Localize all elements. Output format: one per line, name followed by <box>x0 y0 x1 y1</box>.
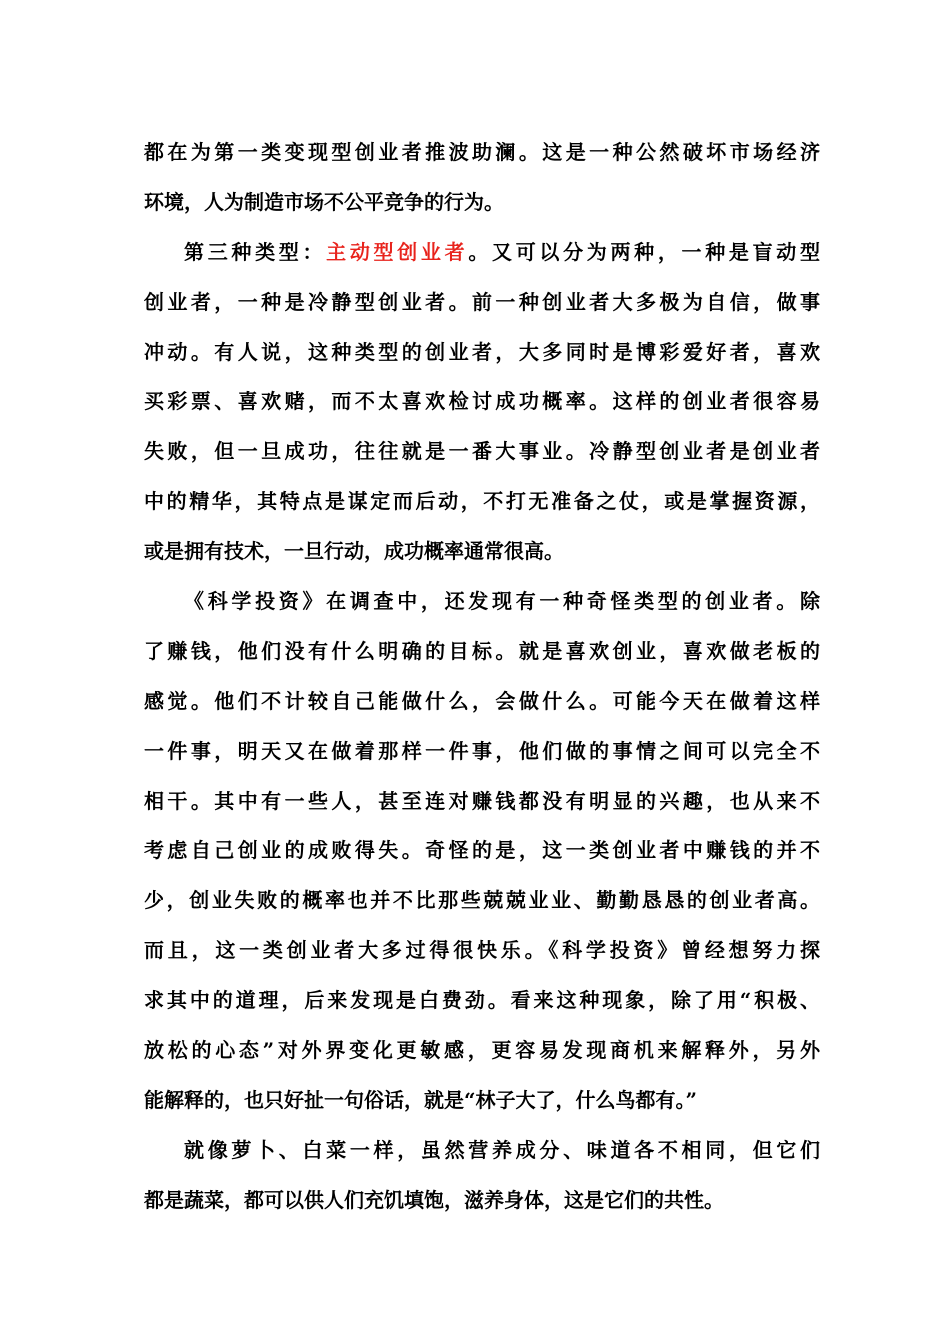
text-line <box>144 228 820 278</box>
text-line: 放松的心态”对外界变化更敏感，更容易发现商机来解释外，另外 <box>144 1038 820 1063</box>
text-line: 《科学投资》在调查中，还发现有一种奇怪类型的创业者。除 <box>184 589 820 614</box>
paragraph-2 <box>144 228 820 577</box>
text-line: 就像萝卜、白菜一样，虽然营养成分、味道各不相同，但它们 <box>184 1137 820 1162</box>
text-line: 或是拥有技术，一旦行动，成功概率通常很高。 <box>144 539 564 564</box>
text-line: 能解释的，也只好扯一句俗话，就是“林子大了，什么鸟都有。” <box>144 1087 698 1112</box>
document-page <box>144 128 820 1226</box>
text-line: 一件事，明天又在做着那样一件事，他们做的事情之间可以完全不 <box>144 738 820 763</box>
paragraph-4 <box>144 1126 820 1226</box>
text-line: 买彩票、喜欢赌，而不太喜欢检讨成功概率。这样的创业者很容易 <box>144 389 820 414</box>
text-line: 环境，人为制造市场不公平竞争的行为。 <box>144 189 504 214</box>
text-line: 都在为第一类变现型创业者推波助澜。这是一种公然破坏市场经济 <box>144 140 820 164</box>
text-line: 了赚钱，他们没有什么明确的目标。就是喜欢创业，喜欢做老板的 <box>144 638 820 663</box>
text-line: 都是蔬菜，都可以供人们充饥填饱，滋养身体，这是它们的共性。 <box>144 1187 724 1212</box>
text-line: 少，创业失败的概率也并不比那些兢兢业业、勤勤恳恳的创业者高。 <box>144 888 820 913</box>
text-line: 创业者，一种是冷静型创业者。前一种创业者大多极为自信，做事 <box>144 289 820 314</box>
text-line: 相干。其中有一些人，甚至连对赚钱都没有明显的兴趣，也从来不 <box>144 788 820 813</box>
paragraph-1 <box>144 128 820 228</box>
paragraph-3 <box>144 577 820 1126</box>
text-line: 而且，这一类创业者大多过得很快乐。《科学投资》曾经想努力探 <box>144 938 820 963</box>
text-line: 求其中的道理，后来发现是白费劲。看来这种现象，除了用“积极、 <box>144 988 820 1013</box>
text-line: 感觉。他们不计较自己能做什么，会做什么。可能今天在做着这样 <box>144 688 820 713</box>
text-line: 考虑自己创业的成败得失。奇怪的是，这一类创业者中赚钱的并不 <box>144 838 820 863</box>
text-line: 失败，但一旦成功，往往就是一番大事业。冷静型创业者是创业者 <box>144 439 820 464</box>
text-line: 中的精华，其特点是谋定而后动，不打无准备之仗，或是掌握资源， <box>144 489 820 514</box>
text-segment: 。又可以分为两种，一种是盲动型 <box>468 239 821 264</box>
text-segment: 第三种类型： <box>184 239 327 264</box>
text-line: 冲动。有人说，这种类型的创业者，大多同时是博彩爱好者，喜欢 <box>144 339 820 364</box>
highlighted-term: 主动型创业者 <box>326 239 469 264</box>
